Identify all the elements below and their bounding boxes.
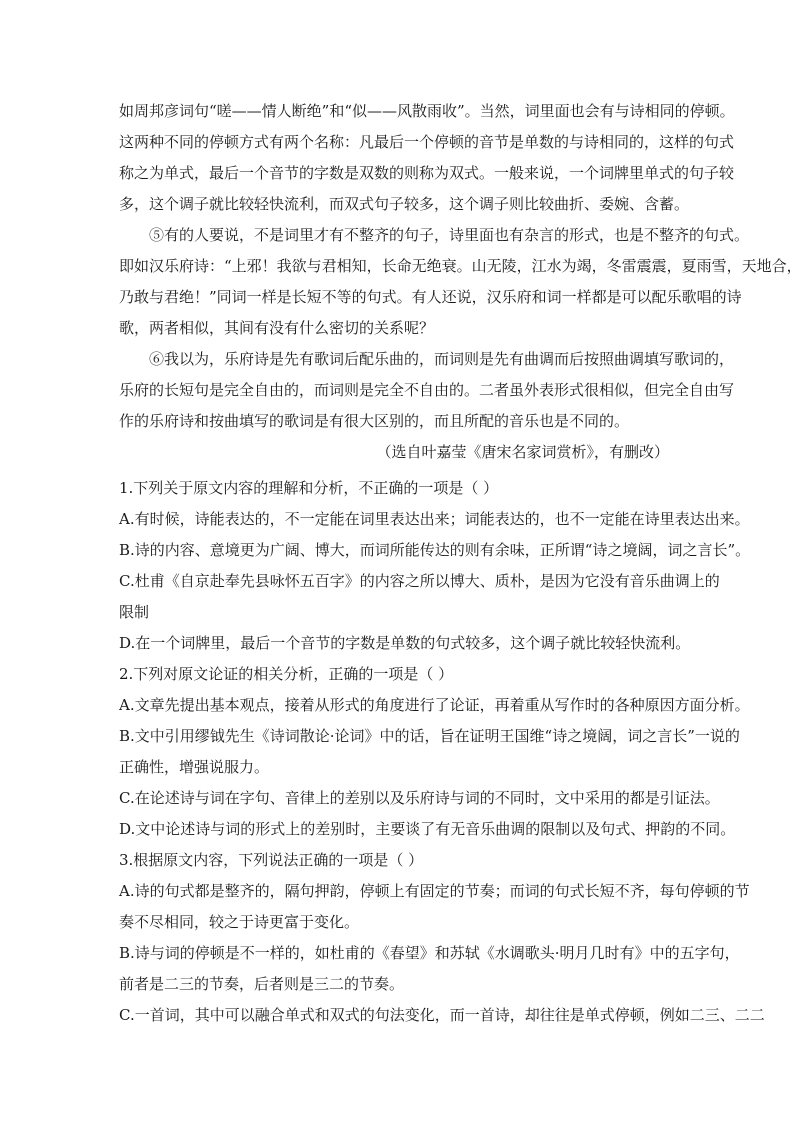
- option-a: A.诗的句式都是整齐的，隔句押韵，停顿上有固定的节奏；而词的句式长短不齐，每句停顿的节: [119, 882, 750, 900]
- option-b: B.诗与词的停顿是不一样的，如杜甫的《春望》和苏轼《水调歌头·明月几时有》中的五字句，: [119, 944, 740, 962]
- question-stem: 2.下列对原文论证的相关分析，正确的一项是（ ）: [119, 665, 454, 683]
- option-b: B.诗的内容、意境更为广阔、博大，而词所能传达的则有余味，正所谓“诗之境阔，词之言长”。: [119, 541, 751, 559]
- option-c: C.一首词，其中可以融合单式和双式的句法变化，而一首诗，却往往是单式停顿，例如二三、二二: [119, 1006, 765, 1024]
- paragraph-5: [119, 220, 802, 344]
- question-stem: 1.下列关于原文内容的理解和分析，不正确的一项是（ ）: [119, 479, 499, 497]
- option-a: A.有时候，诗能表达的，不一定能在词里表达出来；词能表达的，也不一定能在诗里表达出来。: [119, 510, 750, 528]
- text-line: 即如汉乐府诗：“上邪！我欲与君相知，长命无绝衰。山无陵，江水为竭，冬雷震震，夏雨雪，天地合，: [119, 257, 802, 275]
- option-d: D.文中论述诗与词的形式上的差别时，主要谈了有无音乐曲调的限制以及句式、押韵的不同。: [119, 820, 736, 838]
- option-b: B.文中引用缪钺先生《诗词散论·论词》中的话，旨在证明王国维“诗之境阔，词之言长”一说的: [119, 727, 740, 745]
- text-line: 如周邦彦词句“嗟——情人断绝”和“似——风散雨收”。当然，词里面也会有与诗相同的停顿。: [119, 102, 735, 120]
- text-line: 多，这个调子就比较轻快流利，而双式句子较多，这个调子则比较曲折、委婉、含蓄。: [119, 195, 690, 213]
- citation-line: （选自叶嘉莹《唐宋名家词赏析》，有删改）: [376, 443, 669, 461]
- question-1: [119, 473, 751, 659]
- text-line: ⑤有的人要说，不是词里才有不整齐的句子，诗里面也有杂言的形式，也是不整齐的句式。: [149, 226, 750, 244]
- question-stem: 3.根据原文内容，下列说法正确的一项是（ ）: [119, 851, 424, 869]
- option-c-continued: 限制: [119, 603, 150, 621]
- option-c: C.杜甫《自京赴奉先县咏怀五百字》的内容之所以博大、质朴，是因为它没有音乐曲调上的: [119, 572, 720, 590]
- text-line: 这两种不同的停顿方式有两个名称：凡最后一个停顿的音节是单数的与诗相同的，这样的句式: [119, 133, 735, 151]
- paragraph-6: [119, 344, 735, 437]
- text-line: 歌，两者相似，其间有没有什么密切的关系呢？: [119, 319, 435, 337]
- source-citation: [119, 437, 681, 468]
- option-a: A.文章先提出基本观点，接着从形式的角度进行了论证，再着重从写作时的各种原因方面分析。: [119, 696, 750, 714]
- option-c: C.在论述诗与词在字句、音律上的差别以及乐府诗与词的不同时，文中采用的都是引证法。: [119, 789, 720, 807]
- text-line: 乐府的长短句是完全自由的，而词则是完全不自由的。二者虽外表形式很相似，但完全自由写: [119, 381, 735, 399]
- option-d: D.在一个词牌里，最后一个音节的字数是单数的句式较多，这个调子就比较轻快流利。: [119, 634, 691, 652]
- text-line: 作的乐府诗和按曲填写的歌词是有很大区别的，而且所配的音乐也是不同的。: [119, 412, 630, 430]
- text-line: 称之为单式，最后一个音节的字数是双数的则称为双式。一般来说，一个词牌里单式的句子较: [119, 164, 735, 182]
- option-b-continued: 正确性，增强说服力。: [119, 758, 270, 776]
- text-line: ⑥我以为，乐府诗是先有歌词后配乐曲的，而词则是先有曲调而后按照曲调填写歌词的，: [149, 350, 735, 368]
- question-2: [119, 659, 750, 845]
- text-line: 乃敢与君绝！”同词一样是长短不等的句式。有人还说，汉乐府和词一样都是可以配乐歌唱的诗: [119, 288, 742, 306]
- option-b-continued: 前者是二三的节奏，后者则是三二的节奏。: [119, 975, 405, 993]
- option-a-continued: 奏不尽相同，较之于诗更富于变化。: [119, 913, 360, 931]
- passage-continuation: [119, 96, 735, 220]
- question-3: [119, 845, 765, 1031]
